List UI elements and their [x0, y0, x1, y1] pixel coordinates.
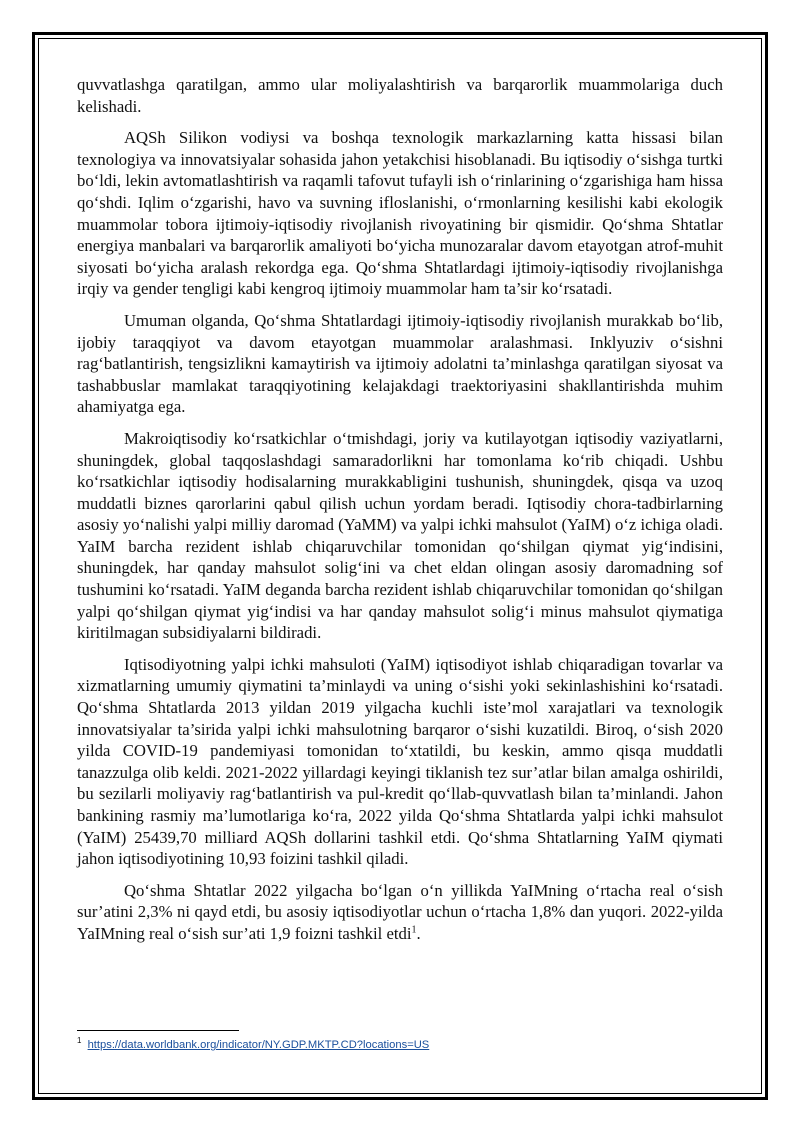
paragraph-overall: Umuman olganda, Qo‘shma Shtatlardagi ijtimoiy-iqtisodiy rivojlanish murakkab bo‘lib, ijobiy taraqqiyot va davom etayotgan muammolar aralashmasi. Inklyuziv o‘sishni rag‘batlantirish, tengsizlikni kamaytirish va ijtimoiy adolatni ta’minlashga qaratilgan siyosat va tashabbuslar mamlakat taraqqiyotining kelajakdagi traektoriyasini shakllantirishda muhim ahamiyatga ega.	[77, 310, 723, 417]
paragraph-gdp: Iqtisodiyotning yalpi ichki mahsuloti (YaIM) iqtisodiyot ishlab chiqaradigan tovarlar va xizmatlarning umumiy qiymatini ta’minlaydi va uning o‘sishi yoki sekinlashishini ko‘rsatadi. Qo‘shma Shtatlarda 2013 yildan 2019 yilgacha kuchli iste’mol xarajatlari va texnologik innovatsiyalar ta’sirida yalpi ichki mahsulotning barqaror o‘sishi kuzatildi. Biroq, o‘sish 2020 yilda COVID-19 pandemiyasi tomonidan to‘xtatildi, bu keskin, ammo qisqa muddatli tanazzulga olib keldi. 2021-2022 yillardagi keyingi tiklanish tez sur’atlar bilan amalga oshirildi, bu sezilarli moliyaviy rag‘batlantirish va pul-kredit qo‘llab-quvvatlash bilan ta’minlandi. Jahon bankining rasmiy ma’lumotlariga ko‘ra, 2022 yilda Qo‘shma Shtatlarda yalpi ichki mahsulot (YaIM) 25439,70 milliard AQSh dollarini tashkil etdi. Qo‘shma Shtatlarning YaIM qiymati jahon iqtisodiyotining 10,93 foizini tashkil qiladi.	[77, 654, 723, 869]
footnote	[77, 1038, 723, 1053]
paragraph-macro-indicators: Makroiqtisodiy ko‘rsatkichlar o‘tmishdagi, joriy va kutilayotgan iqtisodiy vaziyatlarni, shuningdek, global taqqoslashdagi samaradorlikni har tomonlama ko‘rib chiqadi. Ushbu ko‘rsatkichlar iqtisodiy hodisalarning murakkabligini tushunish, shuningdek, qisqa va uzoq muddatli biznes qarorlarini qabul qilish uchun yordam beradi. Iqtisodiy chora-tadbirlarning asosiy yo‘nalishi yalpi milliy daromad (YaMM) va yalpi ichki mahsulot (YaIM) o‘z ichiga oladi. YaIM barcha rezident ishlab chiqaruvchilar tomonidan qo‘shilgan qiymat yig‘indisini, shuningdek, har qanday mahsulot solig‘ini va chet eldan olingan asosiy daromadning sof tushumini ko‘rsatadi. YaIM deganda barcha rezident ishlab chiqaruvchilar tomonidan qo‘shilgan yalpi qo‘shilgan qiymat yig‘indisi va har qanday mahsulot solig‘i minus mahsulot qiymatiga kiritilmagan subsidiyalarni bildiradi.	[77, 428, 723, 643]
paragraph-growth-text: Qo‘shma Shtatlar 2022 yilgacha bo‘lgan o‘n yillikda YaIMning o‘rtacha real o‘sish sur’atini 2,3% ni qayd etdi, bu asosiy iqtisodiyotlar uchun o‘rtacha 1,8% dan yuqori. 2022-yilda YaIMning real o‘sish sur’ati 1,9 foizni tashkil etdi	[77, 880, 723, 943]
footnote-reference[interactable]: 1	[411, 924, 417, 936]
footnote-number: 1	[77, 1036, 82, 1046]
footnote-link[interactable]: https://data.worldbank.org/indicator/NY.GDP.MKTP.CD?locations=US	[87, 1039, 430, 1051]
paragraph-continuation: quvvatlashga qaratilgan, ammo ular moliyalashtirish va barqarorlik muammolariga duch kelishadi.	[77, 75, 723, 116]
paragraph-technology: AQSh Silikon vodiysi va boshqa texnologik markazlarning katta hissasi bilan texnologiya va innovatsiyalar sohasida jahon yetakchisi hisoblanadi. Bu iqtisodiy o‘sishga turtki bo‘ldi, lekin avtomatlashtirish va raqamli tafovut tufayli ish o‘rinlarining o‘zgarishiga ham hissa qo‘shdi. Iqlim o‘zgarishi, havo va suvning ifloslanishi, o‘rmonlarning kesilishi kabi ekologik muammolar tobora ijtimoiy-iqtisodiy rivojlanish rivoyatining bir qismidir. Qo‘shma Shtatlar energiya manbalari va barqarorlik amaliyoti bo‘yicha munozaralar davom etayotgan atrof-muhit siyosati bo‘yicha aralash rekordga ega. Qo‘shma Shtatlardagi ijtimoiy-iqtisodiy rivojlanishga irqiy va gender tengligi kabi kengroq ijtimoiy muammolar ham ta’sir ko‘rsatadi.	[77, 128, 723, 299]
paragraph-growth: Qo‘shma Shtatlar 2022 yilgacha bo‘lgan o‘n yillikda YaIMning o‘rtacha real o‘sish sur’atini 2,3% ni qayd etdi, bu asosiy iqtisodiyotlar uchun o‘rtacha 1,8% dan yuqori. 2022-yilda YaIMning real o‘sish sur’ati 1,9 foizni tashkil etdi$^1$.	[77, 880, 723, 943]
footnote-separator	[77, 1030, 239, 1031]
document-body	[77, 74, 723, 955]
